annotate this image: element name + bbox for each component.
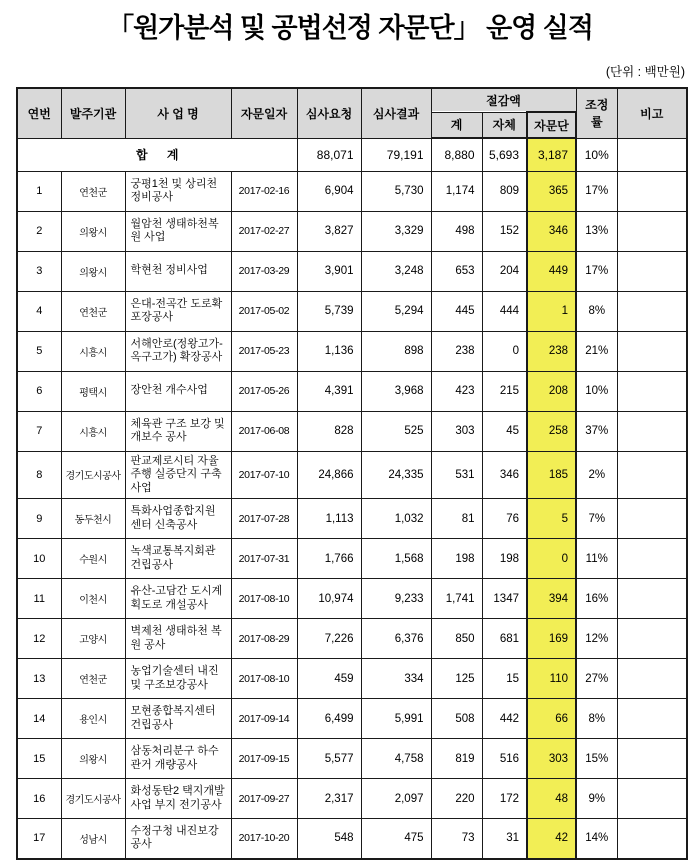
cell-result: 898 <box>361 331 431 371</box>
cell-agency: 경기도시공사 <box>61 451 125 499</box>
unit-note: (단위 : 백만원) <box>605 65 685 79</box>
cell-result: 2,097 <box>361 779 431 819</box>
table-row <box>17 619 687 659</box>
cell-result: 475 <box>361 819 431 859</box>
cell-result: 525 <box>361 411 431 451</box>
cell-agency: 의왕시 <box>61 739 125 779</box>
cell-project: 유산-고담간 도시계획도로 개설공사 <box>125 579 231 619</box>
cell-no: 7 <box>17 411 61 451</box>
cell-date: 2017-05-23 <box>231 331 297 371</box>
cell-agency: 고양시 <box>61 619 125 659</box>
cell-result: 24,335 <box>361 451 431 499</box>
cell-date: 2017-02-16 <box>231 171 297 211</box>
cell-savings-total: 1,174 <box>431 171 482 211</box>
cell-remark <box>617 371 687 411</box>
table-row <box>17 539 687 579</box>
cell-project: 장안천 개수사업 <box>125 371 231 411</box>
cell-agency: 시흥시 <box>61 411 125 451</box>
cell-date: 2017-03-29 <box>231 251 297 291</box>
cell-request: 459 <box>297 659 361 699</box>
cell-remark <box>617 659 687 699</box>
cell-date: 2017-10-20 <box>231 819 297 859</box>
total-savings-self: 5,693 <box>482 138 527 171</box>
cell-savings-self: 45 <box>482 411 527 451</box>
cell-project: 판교제로시티 자율주행 실증단지 구축 사업 <box>125 451 231 499</box>
table-row <box>17 331 687 371</box>
document-page <box>0 6 700 865</box>
cell-rate: 27% <box>576 659 617 699</box>
header-remark: 비고 <box>617 88 687 138</box>
cell-savings-advisory: 394 <box>527 579 576 619</box>
cell-savings-self: 0 <box>482 331 527 371</box>
cell-remark <box>617 499 687 539</box>
cell-date: 2017-09-27 <box>231 779 297 819</box>
cell-project: 은대-전곡간 도로확 포장공사 <box>125 291 231 331</box>
cell-savings-total: 198 <box>431 539 482 579</box>
cell-rate: 16% <box>576 579 617 619</box>
cell-project: 모현종합복지센터 건립공사 <box>125 699 231 739</box>
cell-request: 548 <box>297 819 361 859</box>
cell-savings-self: 172 <box>482 779 527 819</box>
cell-result: 5,730 <box>361 171 431 211</box>
cell-request: 1,136 <box>297 331 361 371</box>
cell-result: 5,991 <box>361 699 431 739</box>
cell-savings-self: 442 <box>482 699 527 739</box>
cell-savings-self: 809 <box>482 171 527 211</box>
header-result: 심사결과 <box>361 88 431 138</box>
cell-request: 5,577 <box>297 739 361 779</box>
cell-project: 궁평1천 및 상리천 정비공사 <box>125 171 231 211</box>
cell-savings-advisory: 449 <box>527 251 576 291</box>
cell-request: 828 <box>297 411 361 451</box>
total-rate: 10% <box>576 138 617 171</box>
cell-remark <box>617 739 687 779</box>
table-row <box>17 779 687 819</box>
cell-savings-total: 508 <box>431 699 482 739</box>
page-title: 「원가분석 및 공법선정 자문단」 운영 실적 <box>107 13 593 43</box>
header-savings-advisory: 자문단 <box>527 112 576 138</box>
cell-savings-total: 73 <box>431 819 482 859</box>
cell-project: 화성동탄2 택지개발사업 부지 전기공사 <box>125 779 231 819</box>
cell-remark <box>617 451 687 499</box>
cell-savings-total: 498 <box>431 211 482 251</box>
cell-savings-self: 444 <box>482 291 527 331</box>
table-row <box>17 451 687 499</box>
cell-remark <box>617 699 687 739</box>
cell-no: 17 <box>17 819 61 859</box>
total-savings-advisory: 3,187 <box>527 138 576 171</box>
cell-savings-total: 125 <box>431 659 482 699</box>
cell-request: 1,113 <box>297 499 361 539</box>
cell-savings-advisory: 110 <box>527 659 576 699</box>
cell-agency: 연천군 <box>61 659 125 699</box>
table-row <box>17 171 687 211</box>
cell-savings-total: 819 <box>431 739 482 779</box>
cell-no: 5 <box>17 331 61 371</box>
cell-rate: 12% <box>576 619 617 659</box>
cell-rate: 15% <box>576 739 617 779</box>
cell-request: 3,901 <box>297 251 361 291</box>
table-row <box>17 579 687 619</box>
cell-agency: 동두천시 <box>61 499 125 539</box>
cell-project: 농업기술센터 내진 및 구조보강공사 <box>125 659 231 699</box>
cell-date: 2017-08-10 <box>231 659 297 699</box>
header-date: 자문일자 <box>231 88 297 138</box>
cell-savings-total: 1,741 <box>431 579 482 619</box>
cell-savings-advisory: 303 <box>527 739 576 779</box>
cell-savings-self: 346 <box>482 451 527 499</box>
cell-savings-advisory: 0 <box>527 539 576 579</box>
total-label: 합 계 <box>17 138 297 171</box>
cell-no: 6 <box>17 371 61 411</box>
table-row <box>17 659 687 699</box>
cell-date: 2017-09-14 <box>231 699 297 739</box>
total-savings-total: 8,880 <box>431 138 482 171</box>
cell-request: 4,391 <box>297 371 361 411</box>
cell-savings-total: 303 <box>431 411 482 451</box>
table-row <box>17 251 687 291</box>
cell-no: 15 <box>17 739 61 779</box>
cell-agency: 수원시 <box>61 539 125 579</box>
header-no: 연번 <box>17 88 61 138</box>
cell-rate: 17% <box>576 251 617 291</box>
cell-agency: 경기도시공사 <box>61 779 125 819</box>
cell-remark <box>617 251 687 291</box>
cell-savings-total: 238 <box>431 331 482 371</box>
cell-result: 4,758 <box>361 739 431 779</box>
cell-date: 2017-07-31 <box>231 539 297 579</box>
cell-remark <box>617 211 687 251</box>
cell-project: 삼동처리분구 하수관거 개량공사 <box>125 739 231 779</box>
cell-rate: 13% <box>576 211 617 251</box>
cell-no: 13 <box>17 659 61 699</box>
header-savings-total: 계 <box>431 112 482 138</box>
cell-result: 3,968 <box>361 371 431 411</box>
cell-remark <box>617 331 687 371</box>
cell-project: 특화사업종합지원 센터 신축공사 <box>125 499 231 539</box>
table-row <box>17 411 687 451</box>
cell-savings-advisory: 48 <box>527 779 576 819</box>
cell-remark <box>617 171 687 211</box>
cell-savings-self: 76 <box>482 499 527 539</box>
cell-date: 2017-05-02 <box>231 291 297 331</box>
cell-date: 2017-06-08 <box>231 411 297 451</box>
table-row <box>17 499 687 539</box>
cell-rate: 7% <box>576 499 617 539</box>
cell-rate: 10% <box>576 371 617 411</box>
cell-request: 6,904 <box>297 171 361 211</box>
cell-savings-total: 445 <box>431 291 482 331</box>
cell-no: 11 <box>17 579 61 619</box>
cell-savings-advisory: 185 <box>527 451 576 499</box>
cell-date: 2017-08-10 <box>231 579 297 619</box>
cell-savings-advisory: 238 <box>527 331 576 371</box>
cell-date: 2017-09-15 <box>231 739 297 779</box>
header-agency: 발주기관 <box>61 88 125 138</box>
cell-savings-self: 152 <box>482 211 527 251</box>
cell-savings-self: 516 <box>482 739 527 779</box>
header-request: 심사요청 <box>297 88 361 138</box>
header-row-top <box>17 88 687 112</box>
cell-request: 2,317 <box>297 779 361 819</box>
cell-remark <box>617 579 687 619</box>
cell-savings-self: 1347 <box>482 579 527 619</box>
table-body <box>17 138 687 859</box>
cell-agency: 연천군 <box>61 171 125 211</box>
cell-project: 녹색교통복지회관 건립공사 <box>125 539 231 579</box>
cell-result: 3,329 <box>361 211 431 251</box>
cell-request: 5,739 <box>297 291 361 331</box>
cell-request: 3,827 <box>297 211 361 251</box>
cell-result: 9,233 <box>361 579 431 619</box>
cell-request: 7,226 <box>297 619 361 659</box>
header-project: 사 업 명 <box>125 88 231 138</box>
cell-agency: 연천군 <box>61 291 125 331</box>
cell-rate: 21% <box>576 331 617 371</box>
cell-agency: 시흥시 <box>61 331 125 371</box>
total-result: 79,191 <box>361 138 431 171</box>
cell-no: 1 <box>17 171 61 211</box>
cell-savings-total: 850 <box>431 619 482 659</box>
cell-project: 서해안로(정왕고가-옥구고가) 확장공사 <box>125 331 231 371</box>
table-row <box>17 371 687 411</box>
table-row <box>17 739 687 779</box>
cell-savings-self: 198 <box>482 539 527 579</box>
cell-savings-total: 531 <box>431 451 482 499</box>
cell-savings-total: 423 <box>431 371 482 411</box>
cell-savings-advisory: 1 <box>527 291 576 331</box>
cell-date: 2017-08-29 <box>231 619 297 659</box>
cell-savings-advisory: 208 <box>527 371 576 411</box>
cell-no: 4 <box>17 291 61 331</box>
total-remark <box>617 138 687 171</box>
cell-agency: 용인시 <box>61 699 125 739</box>
results-table <box>16 87 688 860</box>
cell-agency: 이천시 <box>61 579 125 619</box>
cell-remark <box>617 619 687 659</box>
cell-savings-advisory: 5 <box>527 499 576 539</box>
cell-remark <box>617 411 687 451</box>
cell-no: 10 <box>17 539 61 579</box>
header-rate: 조정률 <box>576 88 617 138</box>
cell-project: 학현천 정비사업 <box>125 251 231 291</box>
cell-savings-self: 204 <box>482 251 527 291</box>
cell-rate: 2% <box>576 451 617 499</box>
cell-savings-advisory: 169 <box>527 619 576 659</box>
cell-date: 2017-07-10 <box>231 451 297 499</box>
cell-no: 2 <box>17 211 61 251</box>
cell-rate: 37% <box>576 411 617 451</box>
cell-savings-self: 31 <box>482 819 527 859</box>
cell-result: 5,294 <box>361 291 431 331</box>
cell-savings-total: 653 <box>431 251 482 291</box>
cell-project: 벽제천 생태하천 복원 공사 <box>125 619 231 659</box>
cell-result: 6,376 <box>361 619 431 659</box>
cell-savings-advisory: 66 <box>527 699 576 739</box>
total-row <box>17 138 687 171</box>
cell-agency: 의왕시 <box>61 211 125 251</box>
cell-rate: 14% <box>576 819 617 859</box>
cell-remark <box>617 819 687 859</box>
cell-no: 8 <box>17 451 61 499</box>
cell-agency: 의왕시 <box>61 251 125 291</box>
cell-request: 1,766 <box>297 539 361 579</box>
table-row <box>17 699 687 739</box>
cell-rate: 8% <box>576 699 617 739</box>
cell-result: 1,568 <box>361 539 431 579</box>
cell-no: 14 <box>17 699 61 739</box>
cell-request: 6,499 <box>297 699 361 739</box>
cell-savings-self: 681 <box>482 619 527 659</box>
cell-remark <box>617 779 687 819</box>
cell-savings-advisory: 42 <box>527 819 576 859</box>
cell-project: 월암천 생태하천복원 사업 <box>125 211 231 251</box>
cell-remark <box>617 291 687 331</box>
cell-savings-total: 81 <box>431 499 482 539</box>
cell-remark <box>617 539 687 579</box>
cell-savings-advisory: 365 <box>527 171 576 211</box>
cell-project: 체육관 구조 보강 및 개보수 공사 <box>125 411 231 451</box>
cell-savings-self: 215 <box>482 371 527 411</box>
total-request: 88,071 <box>297 138 361 171</box>
table-row <box>17 291 687 331</box>
cell-result: 1,032 <box>361 499 431 539</box>
cell-result: 3,248 <box>361 251 431 291</box>
cell-no: 9 <box>17 499 61 539</box>
cell-rate: 11% <box>576 539 617 579</box>
header-savings-self: 자체 <box>482 112 527 138</box>
cell-savings-advisory: 258 <box>527 411 576 451</box>
table-row <box>17 211 687 251</box>
header-savings-group: 절감액 <box>431 88 576 112</box>
cell-savings-self: 15 <box>482 659 527 699</box>
cell-date: 2017-05-26 <box>231 371 297 411</box>
cell-date: 2017-07-28 <box>231 499 297 539</box>
cell-no: 16 <box>17 779 61 819</box>
cell-date: 2017-02-27 <box>231 211 297 251</box>
cell-savings-total: 220 <box>431 779 482 819</box>
cell-project: 수정구청 내진보강 공사 <box>125 819 231 859</box>
cell-rate: 8% <box>576 291 617 331</box>
cell-rate: 17% <box>576 171 617 211</box>
table-row <box>17 819 687 859</box>
table-header <box>17 88 687 138</box>
cell-agency: 평택시 <box>61 371 125 411</box>
cell-agency: 성남시 <box>61 819 125 859</box>
cell-request: 24,866 <box>297 451 361 499</box>
cell-rate: 9% <box>576 779 617 819</box>
cell-request: 10,974 <box>297 579 361 619</box>
cell-no: 3 <box>17 251 61 291</box>
cell-no: 12 <box>17 619 61 659</box>
cell-savings-advisory: 346 <box>527 211 576 251</box>
cell-result: 334 <box>361 659 431 699</box>
